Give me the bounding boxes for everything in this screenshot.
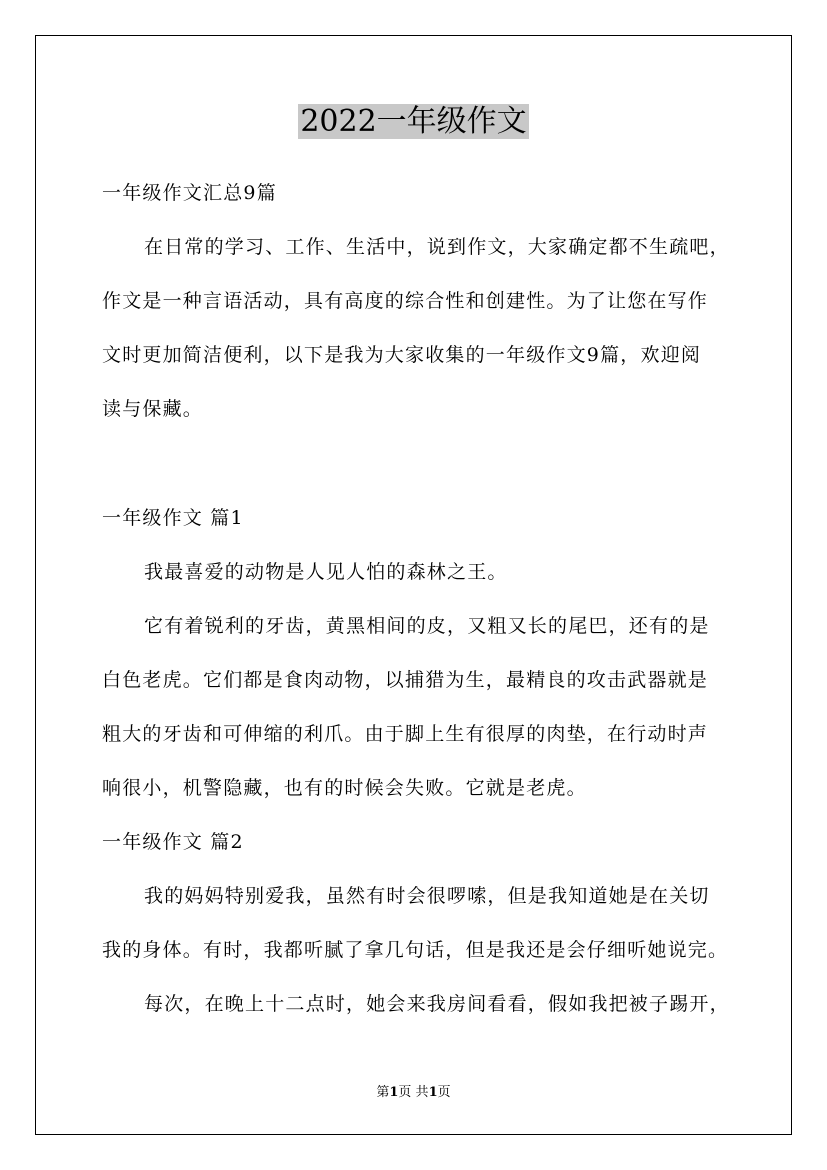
footer-suffix: 页 (437, 1085, 451, 1100)
paragraph-line: 我的妈妈特别爱我，虽然有时会很啰嗦，但是我知道她是在关切 (144, 885, 710, 907)
footer-total-pages: 1 (428, 1085, 438, 1100)
page-footer (0, 1084, 827, 1102)
paragraph-line: 响很小，机警隐藏，也有的时候会失败。它就是老虎。 (102, 777, 587, 799)
paragraph-line: 我的身体。有时，我都听腻了拿几句话，但是我还是会仔细听她说完。 (102, 939, 729, 961)
intro-line: 文时更加简洁便利，以下是我为大家收集的一年级作文9篇，欢迎阅 (102, 344, 702, 366)
intro-line: 读与保藏。 (102, 398, 204, 420)
paragraph-line: 粗大的牙齿和可伸缩的利爪。由于脚上生有很厚的肉垫，在行动时声 (102, 723, 709, 745)
paragraph-line: 它有着锐利的牙齿，黄黑相间的皮，又粗又长的尾巴，还有的是 (144, 615, 710, 637)
paragraph-line: 每次，在晚上十二点时，她会来我房间看看，假如我把被子踢开， (144, 993, 730, 1015)
section-heading: 一年级作文 篇1 (102, 507, 244, 529)
intro-line: 在日常的学习、工作、生活中，说到作文，大家确定都不生疏吧， (144, 236, 730, 258)
footer-page-number: 1 (389, 1085, 399, 1100)
footer-prefix: 第 (376, 1085, 390, 1100)
paragraph-line: 我最喜爱的动物是人见人怕的森林之王。 (144, 561, 508, 583)
document-title (0, 100, 827, 144)
paragraph-line: 白色老虎。它们都是食肉动物，以捕猎为生，最精良的攻击武器就是 (102, 669, 709, 691)
footer-mid: 页 共 (398, 1085, 429, 1100)
title-text: 2022一年级作文 (300, 104, 527, 139)
section-heading: 一年级作文 篇2 (102, 831, 244, 853)
intro-line: 作文是一种言语活动，具有高度的综合性和创建性。为了让您在写作 (102, 290, 709, 312)
document-subtitle: 一年级作文汇总9篇 (102, 182, 277, 204)
